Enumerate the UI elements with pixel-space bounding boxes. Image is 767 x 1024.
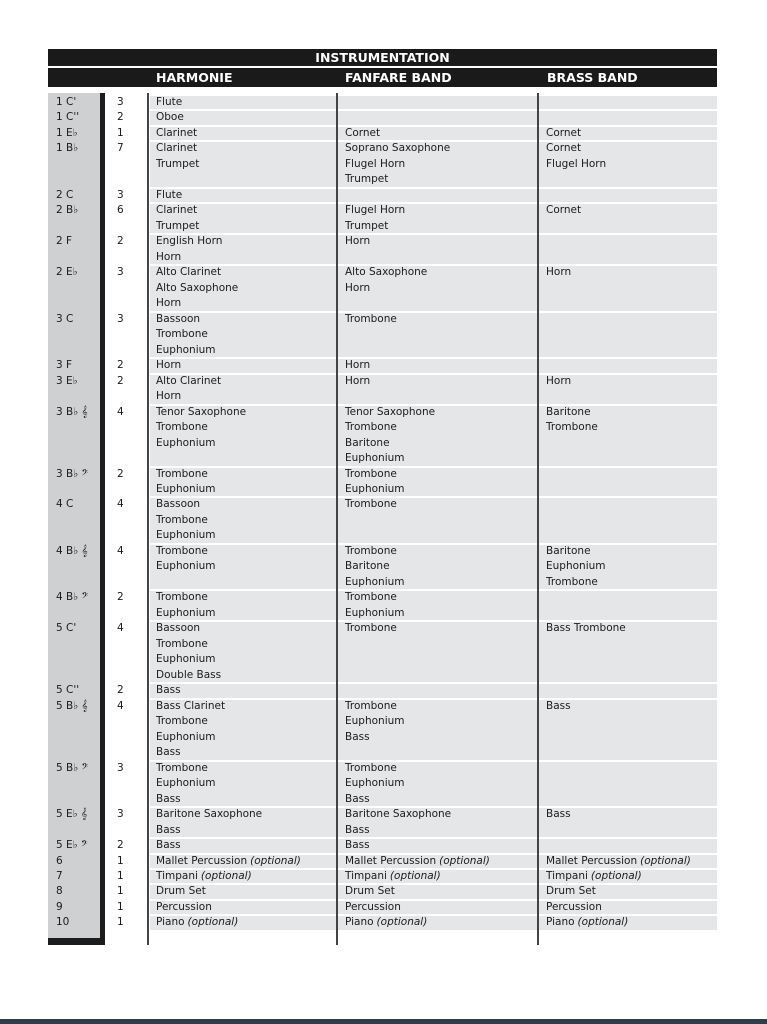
brass-instrument: Flugel Horn [546, 157, 607, 170]
brass-instrument: Trombone [546, 575, 598, 588]
harmonie-instrument: Bass [156, 746, 181, 759]
row-shade [150, 375, 717, 404]
harmonie-instrument: Alto Clarinet [156, 374, 222, 387]
harmonie-instrument: Euphonium [156, 653, 216, 666]
part-count: 3 [117, 808, 124, 821]
brass-instrument: Piano (optional) [546, 916, 629, 929]
fanfare-instrument: Alto Saxophone [345, 266, 428, 279]
harmonie-instrument: Euphonium [156, 529, 216, 542]
fanfare-instrument: Cornet [345, 126, 381, 139]
brass-instrument: Drum Set [546, 885, 596, 898]
harmonie-instrument: Bass [156, 839, 181, 852]
row-shade [150, 762, 717, 806]
harmonie-instrument: Flute [156, 188, 183, 201]
fanfare-instrument: Piano (optional) [345, 916, 428, 929]
harmonie-instrument: Trombone [156, 715, 208, 728]
column-header-band [48, 68, 717, 87]
part-label: 2 B♭ [56, 204, 79, 217]
row-shade [150, 96, 717, 109]
part-label: 4 C [56, 498, 74, 511]
part-label: 3 B♭ 𝄞 [56, 405, 88, 418]
brass-instrument: Euphonium [546, 560, 606, 573]
part-label: 3 F [56, 359, 73, 372]
part-label: 8 [56, 885, 63, 898]
harmonie-instrument: Horn [156, 297, 182, 310]
fanfare-instrument: Mallet Percussion (optional) [345, 854, 490, 867]
row-shade [150, 839, 717, 852]
fanfare-instrument: Euphonium [345, 452, 405, 465]
harmonie-instrument: Baritone Saxophone [156, 808, 263, 821]
part-label: 5 B♭ 𝄞 [56, 699, 88, 712]
fanfare-instrument: Euphonium [345, 606, 405, 619]
part-label: 5 E♭ 𝄢 [56, 839, 88, 852]
harmonie-instrument: Euphonium [156, 730, 216, 743]
part-count: 6 [117, 204, 124, 217]
fanfare-instrument: Trombone [345, 498, 397, 511]
harmonie-instrument: Tenor Saxophone [156, 405, 247, 418]
harmonie-instrument: Euphonium [156, 606, 216, 619]
fanfare-instrument: Flugel Horn [345, 204, 406, 217]
fanfare-instrument: Percussion [345, 900, 401, 913]
column-divider-fanfare [336, 93, 338, 945]
part-count: 1 [117, 870, 124, 882]
footer-bar [0, 1019, 767, 1024]
harmonie-instrument: Trumpet [156, 219, 200, 232]
harmonie-instrument: Euphonium [156, 777, 216, 790]
row-shade [150, 885, 717, 898]
brass-instrument: Baritone [546, 405, 591, 418]
fanfare-instrument: Trombone [345, 467, 397, 480]
row-shade [150, 684, 717, 697]
harmonie-instrument: Percussion [156, 900, 212, 913]
part-count: 4 [117, 622, 124, 635]
harmonie-instrument: Bass Clarinet [156, 699, 226, 712]
fanfare-instrument: Baritone [345, 560, 390, 573]
harmonie-instrument: English Horn [156, 235, 223, 248]
part-count: 2 [117, 359, 124, 372]
row-shade [150, 111, 717, 124]
fanfare-instrument: Euphonium [345, 483, 405, 495]
harmonie-instrument: Timpani (optional) [156, 870, 252, 882]
harmonie-instrument: Bass [156, 792, 181, 805]
part-count: 3 [117, 188, 124, 201]
part-count: 3 [117, 96, 124, 108]
fanfare-instrument: Tenor Saxophone [345, 405, 436, 418]
brass-instrument: Cornet [546, 142, 582, 155]
harmonie-instrument: Trombone [156, 761, 208, 774]
fanfare-instrument: Bass [345, 839, 370, 852]
fanfare-instrument: Bass [345, 823, 370, 836]
part-count: 3 [117, 266, 124, 279]
fanfare-instrument: Bass [345, 792, 370, 805]
harmonie-instrument: Trombone [156, 513, 208, 526]
part-count: 2 [117, 684, 124, 697]
row-shade [150, 313, 717, 357]
harmonie-instrument: Trombone [156, 544, 208, 557]
harmonie-instrument: Double Bass [156, 668, 222, 681]
part-label: 1 B♭ [56, 142, 79, 155]
row-shade [150, 498, 717, 542]
row-shade [150, 235, 717, 264]
brass-instrument: Timpani (optional) [546, 870, 642, 882]
harmonie-instrument: Alto Saxophone [156, 281, 239, 294]
brass-instrument: Trombone [546, 421, 598, 434]
part-count: 1 [117, 916, 124, 929]
row-shade [150, 204, 717, 233]
harmonie-instrument: Oboe [156, 111, 184, 124]
fanfare-instrument: Trumpet [345, 219, 389, 232]
part-label: 3 E♭ [56, 374, 78, 387]
harmonie-instrument: Horn [156, 250, 182, 263]
part-count: 1 [117, 885, 124, 898]
harmonie-instrument: Horn [156, 390, 182, 403]
fanfare-instrument: Euphonium [345, 715, 405, 728]
part-count: 4 [117, 544, 124, 557]
part-label: 1 C'' [56, 111, 80, 124]
row-shade [150, 901, 717, 914]
harmonie-instrument: Euphonium [156, 483, 216, 495]
brass-instrument: Bass [546, 699, 571, 712]
part-label: 9 [56, 900, 63, 913]
part-count: 7 [117, 142, 124, 155]
fanfare-instrument: Trombone [345, 591, 397, 604]
part-label: 1 E♭ [56, 126, 78, 139]
fanfare-instrument: Euphonium [345, 777, 405, 790]
part-label: 2 E♭ [56, 266, 78, 279]
fanfare-instrument: Drum Set [345, 885, 395, 898]
harmonie-instrument: Trombone [156, 591, 208, 604]
harmonie-instrument: Trumpet [156, 157, 200, 170]
part-label: 7 [56, 870, 63, 882]
fanfare-instrument: Trombone [345, 622, 397, 635]
brass-instrument: Baritone [546, 544, 591, 557]
harmonie-instrument: Trombone [156, 467, 208, 480]
fanfare-instrument: Euphonium [345, 575, 405, 588]
harmonie-instrument: Euphonium [156, 343, 216, 356]
harmonie-instrument: Piano (optional) [156, 916, 239, 929]
harmonie-instrument: Euphonium [156, 436, 216, 449]
part-label: 6 [56, 854, 63, 867]
part-label: 5 B♭ 𝄢 [56, 761, 89, 774]
brass-instrument: Horn [546, 266, 572, 279]
part-label: 4 B♭ 𝄢 [56, 591, 89, 604]
part-count: 1 [117, 126, 124, 139]
part-count: 2 [117, 591, 124, 604]
part-count: 2 [117, 111, 124, 124]
harmonie-instrument: Clarinet [156, 204, 198, 217]
part-count: 2 [117, 839, 124, 852]
fanfare-instrument: Trombone [345, 699, 397, 712]
row-shade [150, 622, 717, 682]
brass-instrument: Bass [546, 808, 571, 821]
part-count: 3 [117, 312, 124, 325]
header-harmonie: HARMONIE [156, 70, 233, 85]
fanfare-instrument: Trombone [345, 544, 397, 557]
part-label: 3 B♭ 𝄢 [56, 467, 89, 480]
part-column-shadow [100, 93, 105, 945]
harmonie-instrument: Trombone [156, 421, 208, 434]
brass-instrument: Horn [546, 374, 572, 387]
harmonie-instrument: Trombone [156, 637, 208, 650]
part-count: 4 [117, 405, 124, 418]
harmonie-instrument: Clarinet [156, 126, 198, 139]
fanfare-instrument: Timpani (optional) [345, 870, 441, 882]
harmonie-instrument: Clarinet [156, 142, 198, 155]
page-title: INSTRUMENTATION [315, 50, 450, 65]
harmonie-instrument: Euphonium [156, 560, 216, 573]
brass-instrument: Percussion [546, 900, 602, 913]
part-count: 4 [117, 498, 124, 511]
part-label: 4 B♭ 𝄞 [56, 544, 88, 557]
brass-instrument: Cornet [546, 204, 582, 217]
fanfare-instrument: Bass [345, 730, 370, 743]
part-column-bottom-border [48, 938, 105, 945]
harmonie-instrument: Bassoon [156, 622, 201, 635]
fanfare-instrument: Horn [345, 359, 371, 372]
harmonie-instrument: Bassoon [156, 498, 201, 511]
row-shade [150, 189, 717, 202]
fanfare-instrument: Trombone [345, 312, 397, 325]
fanfare-instrument: Horn [345, 374, 371, 387]
fanfare-instrument: Baritone [345, 436, 390, 449]
part-label: 3 C [56, 312, 74, 325]
harmonie-instrument: Trombone [156, 328, 208, 341]
fanfare-instrument: Flugel Horn [345, 157, 406, 170]
fanfare-instrument: Trumpet [345, 173, 389, 186]
harmonie-instrument: Alto Clarinet [156, 266, 222, 279]
part-label: 2 F [56, 235, 73, 248]
row-shade [150, 700, 717, 760]
header-brass-band: BRASS BAND [547, 70, 638, 85]
row-shade [150, 545, 717, 589]
part-label: 5 C'' [56, 684, 80, 697]
part-count: 3 [117, 761, 124, 774]
header-fanfare-band: FANFARE BAND [345, 70, 452, 85]
fanfare-instrument: Trombone [345, 421, 397, 434]
part-count: 4 [117, 699, 124, 712]
harmonie-instrument: Horn [156, 359, 182, 372]
row-shade [150, 127, 717, 140]
column-divider-harmonie [147, 93, 149, 945]
column-divider-brass [537, 93, 539, 945]
part-count: 1 [117, 854, 124, 867]
part-label: 2 C [56, 188, 74, 201]
brass-instrument: Mallet Percussion (optional) [546, 854, 691, 867]
part-count: 1 [117, 900, 124, 913]
part-count: 2 [117, 374, 124, 387]
row-shade [150, 468, 717, 497]
fanfare-instrument: Horn [345, 235, 371, 248]
harmonie-instrument: Bassoon [156, 312, 201, 325]
harmonie-instrument: Mallet Percussion (optional) [156, 854, 301, 867]
part-count: 2 [117, 467, 124, 480]
part-label: 1 C' [56, 96, 77, 108]
row-shade [150, 591, 717, 620]
brass-instrument: Cornet [546, 126, 582, 139]
harmonie-instrument: Bass [156, 823, 181, 836]
part-count: 2 [117, 235, 124, 248]
title-band [48, 49, 717, 66]
harmonie-instrument: Flute [156, 96, 183, 108]
part-label: 5 E♭ 𝄞 [56, 808, 88, 821]
harmonie-instrument: Bass [156, 684, 181, 697]
fanfare-instrument: Soprano Saxophone [345, 142, 451, 155]
brass-instrument: Bass Trombone [546, 622, 626, 635]
row-shade [150, 359, 717, 372]
harmonie-instrument: Drum Set [156, 885, 206, 898]
part-label: 5 C' [56, 622, 77, 635]
fanfare-instrument: Horn [345, 281, 371, 294]
fanfare-instrument: Baritone Saxophone [345, 808, 452, 821]
part-label: 10 [56, 916, 70, 929]
fanfare-instrument: Trombone [345, 761, 397, 774]
